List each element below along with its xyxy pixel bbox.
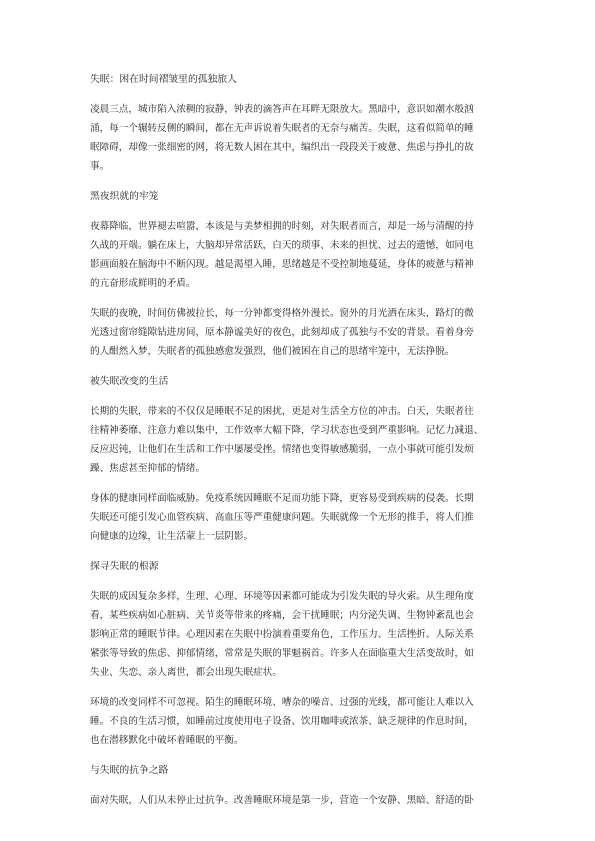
text-line: 夜幕降临，世界褪去喧嚣，本该是与美梦相拥的时刻，对失眠者而言，却是一场与清醒的持 bbox=[90, 221, 474, 232]
text-line: 涌，每一个辗转反侧的瞬间，都在无声诉说着失眠者的无奈与痛苦。失眠，这看似简单的睡 bbox=[90, 123, 474, 134]
paragraph-5 bbox=[90, 489, 508, 546]
text-line: 躁、焦虑甚至抑郁的情绪。 bbox=[90, 463, 206, 474]
text-line: 紧张等导致的焦虑、抑郁情绪，常常是失眠的罪魁祸首。许多人在面临重大生活变故时，如 bbox=[90, 648, 474, 659]
text-line: 往精神萎靡、注意力难以集中，工作效率大幅下降，学习状态也受到严重影响。记忆力减退、 bbox=[90, 425, 484, 436]
text-line: 影画面般在脑海中不断闪现。越是渴望入睡，思绪越是不受控制地蔓延，身体的疲惫与精神 bbox=[90, 259, 474, 270]
section-heading-3: 探寻失眠的根源 bbox=[90, 561, 159, 572]
text-line: 也在潜移默化中破坏着睡眠的平衡。 bbox=[90, 735, 244, 746]
text-line: 身体的健康同样面临威胁。免疫系统因睡眠不足而功能下降，更容易受到疾病的侵袭。长期 bbox=[90, 493, 474, 504]
paragraph-8 bbox=[90, 791, 508, 810]
text-line: 失眠的夜晚，时间仿佛被拉长，每一分钟都变得格外漫长。窗外的月光洒在床头，路灯的微 bbox=[90, 308, 474, 319]
text-line: 的人酣然入梦，失眠者的孤独感愈发强烈，他们被困在自己的思绪牢笼中，无法挣脱。 bbox=[90, 346, 455, 357]
text-line: 反应迟钝，让他们在生活和工作中屡屡受挫。情绪也变得敏感脆弱，一点小事就可能引发烦 bbox=[90, 444, 474, 455]
text-line: 睡。不良的生活习惯，如睡前过度使用电子设备、饮用咖啡或浓茶、缺乏规律的作息时间， bbox=[90, 716, 474, 727]
text-line: 失眠的成因复杂多样，生理、心理、环境等因素都可能成为引发失眠的导火索。从生理角度 bbox=[90, 591, 474, 602]
document-page bbox=[90, 70, 508, 810]
text-line: 事。 bbox=[90, 161, 110, 172]
text-line: 环境的改变同样不可忽视。陌生的睡眠环境、嘈杂的噪音、过强的光线，都可能让人难以入 bbox=[90, 697, 474, 708]
paragraph-2 bbox=[90, 217, 508, 293]
text-line: 久战的开端。躺在床上，大脑却异常活跃，白天的琐事、未来的担忧、过去的遗憾，如同电 bbox=[90, 240, 474, 251]
text-line: 凌晨三点，城市陷入浓稠的寂静，钟表的滴答声在耳畔无限放大。黑暗中，意识如潮水般汹 bbox=[90, 104, 474, 115]
section-heading-2: 被失眠改变的生活 bbox=[90, 376, 169, 387]
document-title: 失眠：困在时间褶皱里的孤独旅人 bbox=[90, 74, 237, 85]
text-line: 失眠还可能引发心血管疾病、高血压等严重健康问题。失眠就像一个无形的推手，将人们推 bbox=[90, 512, 474, 523]
text-line: 看，某些疾病如心脏病、关节炎等带来的疼痛，会干扰睡眠；内分泌失调、生物钟紊乱也会 bbox=[90, 610, 474, 621]
text-line: 长期的失眠，带来的不仅仅是睡眠不足的困扰，更是对生活全方位的冲击。白天，失眠者往 bbox=[90, 406, 474, 417]
text-line: 失业、失恋、亲人离世，都会出现失眠症状。 bbox=[90, 667, 282, 678]
paragraph-3 bbox=[90, 304, 508, 361]
text-line: 的亢奋形成鲜明的矛盾。 bbox=[90, 278, 196, 289]
text-line: 眠障碍，却像一张细密的网，将无数人困在其中，编织出一段段关于疲惫、焦虑与挣扎的故 bbox=[90, 142, 474, 153]
text-line: 向健康的边缘，让生活蒙上一层阴影。 bbox=[90, 531, 254, 542]
paragraph-7 bbox=[90, 693, 508, 750]
paragraph-4 bbox=[90, 402, 508, 478]
text-line: 面对失眠，人们从未停止过抗争。改善睡眠环境是第一步，营造一个安静、黑暗、舒适的卧 bbox=[90, 795, 474, 806]
text-line: 影响正常的睡眠节律。心理因素在失眠中扮演着重要角色，工作压力、生活挫折、人际关系 bbox=[90, 629, 474, 640]
section-heading-4: 与失眠的抗争之路 bbox=[90, 765, 169, 776]
paragraph-intro bbox=[90, 100, 508, 176]
paragraph-6 bbox=[90, 587, 508, 682]
text-line: 光透过窗帘缝隙钻进房间，原本静谧美好的夜色，此刻却成了孤独与不安的背景。看着身旁 bbox=[90, 327, 474, 338]
section-heading-1: 黑夜织就的牢笼 bbox=[90, 191, 159, 202]
